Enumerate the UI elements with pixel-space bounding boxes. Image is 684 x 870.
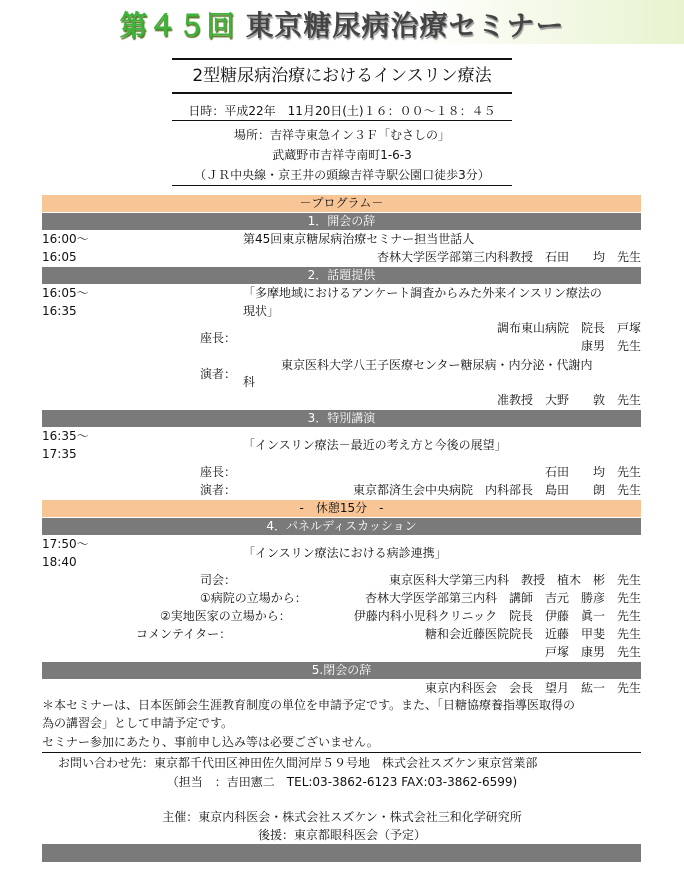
- lecture-title: 「インスリン療法－最近の考え方と今後の展望」: [243, 438, 507, 452]
- seminar-number: 第４５回: [119, 9, 236, 42]
- topic-title-cont: 現状」: [243, 304, 280, 318]
- panelist1-name: 杏林大学医学部第三内科 講師 吉元 勝彦 先生: [364, 591, 641, 605]
- panelist2-label: ②実地医家の立場から：: [160, 609, 291, 623]
- section-opening: 1．開会の辞: [42, 213, 641, 230]
- speaker-name: 東京都済生会中央病院 内科部長 島田 朗 先生: [352, 483, 641, 497]
- section-special-lecture: 3．特別講演: [42, 410, 641, 427]
- contact-address: お問い合わせ先：東京都千代田区神田佐久間河岸５９号地 株式会社スズケン東京営業部: [58, 756, 538, 770]
- divider: [172, 120, 512, 121]
- chair-name: 石田 均 先生: [544, 465, 641, 479]
- time-start: 16:35～: [42, 429, 89, 443]
- commentator-name: 糖和会近藤医院院長 近藤 甲斐 先生: [424, 627, 641, 641]
- moderator-label: 司会：: [200, 573, 237, 587]
- event-venue: 場所：吉祥寺東急イン３Ｆ「むさしの」: [233, 128, 450, 142]
- time-start: 16:05～: [42, 286, 89, 300]
- opening-role: 第45回東京糖尿病治療セミナー担当世話人: [243, 232, 475, 246]
- time-end: 16:05: [42, 250, 77, 264]
- footer-bar: [42, 844, 641, 862]
- speaker-label: 演者：: [200, 483, 237, 497]
- page-title: [0, 4, 684, 44]
- opening-speaker: 杏林大学医学部第三内科教授 石田 均 先生: [376, 250, 641, 264]
- program-heading: －プログラム－: [42, 195, 641, 212]
- chair-name: 調布東山病院 院長 戸塚: [496, 321, 641, 335]
- panel-title: 「インスリン療法における病診連携」: [243, 546, 447, 560]
- time-start: 16:00～: [42, 232, 89, 246]
- speaker-affiliation: 東京医科大学八王子医療センター糖尿病・内分泌・代謝内: [281, 358, 593, 372]
- divider: [172, 185, 512, 186]
- closing-speaker: 東京内科医会 会長 望月 紘一 先生: [424, 681, 641, 695]
- chair-name-cont: 康男 先生: [580, 339, 641, 353]
- chair-label: 座長：: [200, 465, 237, 479]
- section-topic: 2．話題提供: [42, 267, 641, 284]
- break-banner: - 休憩15分 -: [42, 500, 641, 517]
- note-cme: ＊本セミナーは、日本医師会生涯教育制度の単位を申請予定です。また、「日糖協療養指導医取得の: [42, 698, 576, 712]
- note-cme-cont: 為の講習会」として申請予定です。: [42, 716, 234, 730]
- chair-label: 座長：: [200, 331, 237, 345]
- divider: [42, 752, 641, 753]
- section-closing: 5.閉会の辞: [42, 662, 641, 679]
- lecture-theme: 2型糖尿病治療におけるインスリン療法: [172, 58, 512, 94]
- panelist2-name: 伊藤内科小児科クリニック 院長 伊藤 眞一 先生: [353, 609, 641, 623]
- speaker-affiliation-cont: 科: [243, 375, 256, 389]
- panelist1-label: ①病院の立場から：: [200, 591, 307, 605]
- time-end: 16:35: [42, 304, 77, 318]
- commentator-name-2: 戸塚 康男 先生: [544, 645, 641, 659]
- event-access: （ＪＲ中央線・京王井の頭線吉祥寺駅公園口徒歩3分）: [194, 168, 490, 182]
- moderator-name: 東京医科大学第三内科 教授 植木 彬 先生: [388, 573, 641, 587]
- seminar-title: 東京糖尿病治療セミナー: [245, 9, 565, 42]
- time-end: 17:35: [42, 447, 77, 461]
- supporters: 後援：東京都眼科医会（予定）: [257, 828, 426, 842]
- speaker-label: 演者：: [200, 367, 237, 381]
- note-registration: セミナー参加にあたり、事前申し込み等は必要ございません。: [42, 735, 379, 749]
- commentator-label: コメンテイター：: [136, 627, 232, 641]
- time-end: 18:40: [42, 555, 77, 569]
- event-address: 武蔵野市吉祥寺南町1-6-3: [272, 148, 412, 162]
- event-datetime: 日時：平成22年 11月20日(土)１６：００～１８：４５: [188, 104, 496, 118]
- organizers: 主催：東京内科医会・株式会社スズケン・株式会社三和化学研究所: [162, 810, 522, 824]
- contact-phone: （担当 ：吉田憲二 TEL:03-3862-6123 FAX:03-3862-6599): [166, 775, 518, 789]
- time-start: 17:50～: [42, 537, 89, 551]
- speaker-name: 准教授 大野 敦 先生: [496, 393, 641, 407]
- topic-title: 「多摩地域におけるアンケート調査からみた外来インスリン療法の: [243, 286, 602, 300]
- section-panel: 4．パネルディスカッション: [42, 518, 641, 535]
